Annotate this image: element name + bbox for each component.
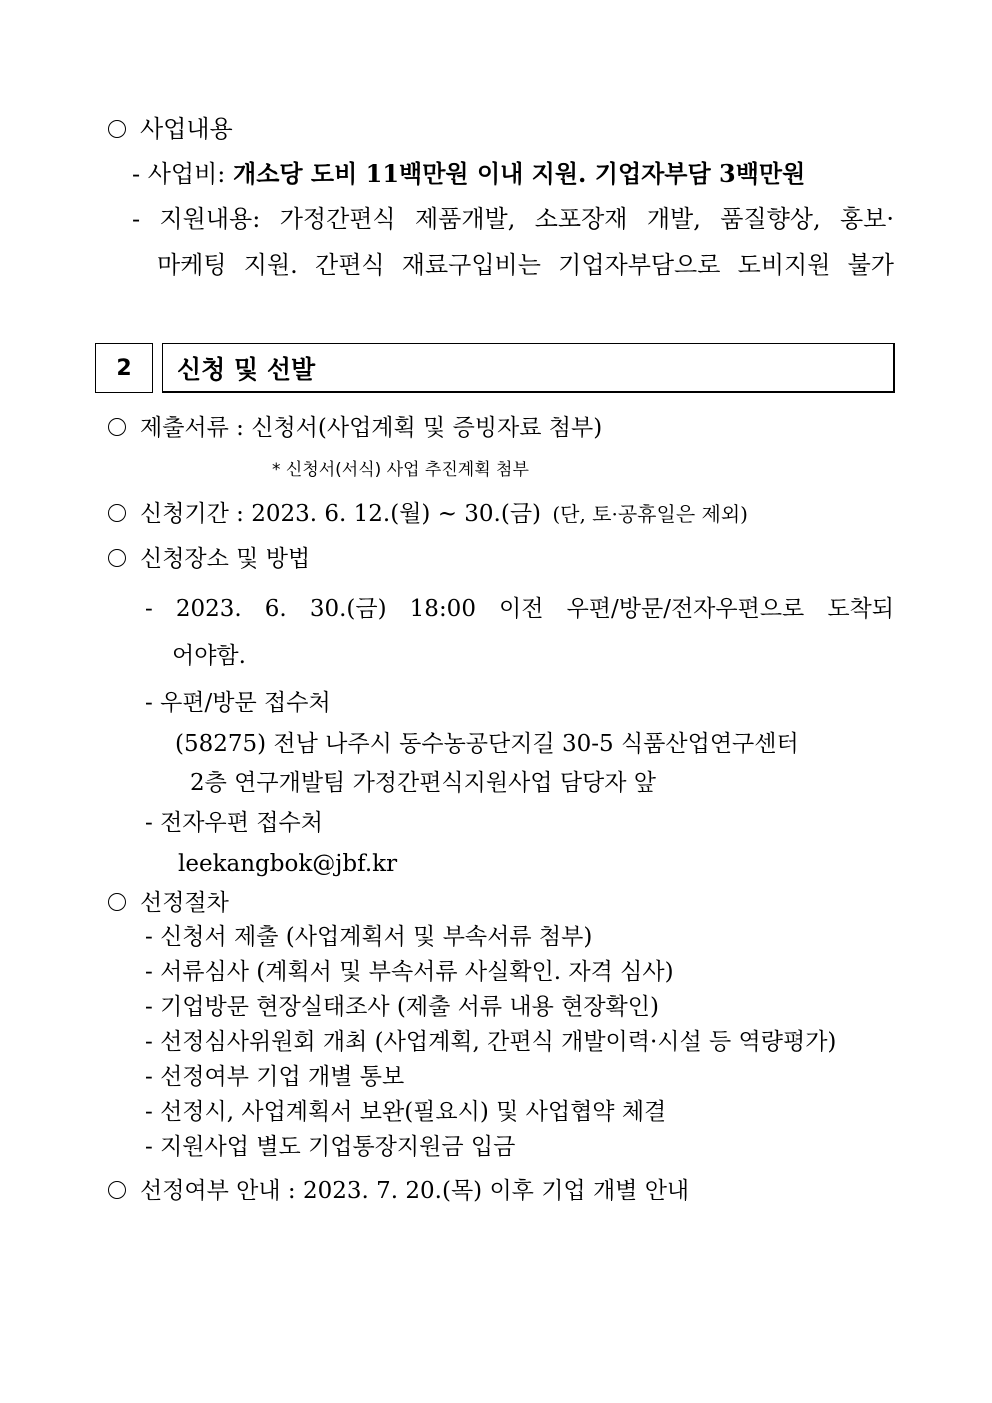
budget-item: - 사업비: 개소당 도비 11백만원 이내 지원. 기업자부담 3백만원 bbox=[132, 159, 806, 188]
period-row: 신청기간 : 2023. 6. 12.(월) ~ 30.(금) (단, 토·공휴일은 제외) bbox=[108, 503, 748, 526]
documents-note: * 신청서(서식) 사업 추진계획 첨부 bbox=[272, 460, 529, 480]
circle-bullet-icon bbox=[108, 418, 126, 436]
documents-row: 제출서류 : 신청서(사업계획 및 증빙자료 첨부) bbox=[108, 417, 602, 440]
circle-bullet-icon bbox=[108, 504, 126, 522]
support-item-line1: - 지원내용: 가정간편식 제품개발, 소포장재 개발, 품질향상, 홍보· bbox=[132, 205, 894, 233]
address-line2: 2층 연구개발팀 가정간편식지원사업 담당자 앞 bbox=[190, 770, 657, 796]
place-heading: 신청장소 및 방법 bbox=[108, 548, 310, 571]
selection-step: - 서류심사 (계획서 및 부속서류 사실확인. 자격 심사) bbox=[145, 959, 674, 985]
selection-step: - 신청서 제출 (사업계획서 및 부속서류 첨부) bbox=[145, 924, 593, 950]
deadline-line2: 어야함. bbox=[172, 643, 246, 669]
section-1-heading: 사업내용 bbox=[108, 117, 233, 141]
post-label: - 우편/방문 접수처 bbox=[145, 690, 331, 716]
circle-bullet-icon bbox=[108, 549, 126, 567]
email-address[interactable]: leekangbok@jbf.kr bbox=[178, 851, 398, 877]
support-item-line2: 마케팅 지원. 간편식 재료구입비는 기업자부담으로 도비지원 불가 bbox=[157, 251, 894, 279]
notice-row: 선정여부 안내 : 2023. 7. 20.(목) 이후 기업 개별 안내 bbox=[108, 1180, 689, 1203]
address-line1: (58275) 전남 나주시 동수농공단지길 30-5 식품산업연구센터 bbox=[175, 731, 799, 757]
selection-step: - 선정여부 기업 개별 통보 bbox=[145, 1064, 405, 1090]
selection-step: - 지원사업 별도 기업통장지원금 입금 bbox=[145, 1134, 516, 1160]
selection-heading: 선정절차 bbox=[108, 892, 229, 915]
period-note: (단, 토·공휴일은 제외) bbox=[552, 502, 748, 526]
email-label: - 전자우편 접수처 bbox=[145, 810, 323, 836]
selection-step: - 선정심사위원회 개최 (사업계획, 간편식 개발이력·시설 등 역량평가) bbox=[145, 1029, 837, 1055]
circle-bullet-icon bbox=[108, 120, 126, 138]
circle-bullet-icon bbox=[108, 1181, 126, 1199]
circle-bullet-icon bbox=[108, 893, 126, 911]
section-title-box: 신청 및 선발 bbox=[162, 343, 895, 393]
selection-step: - 기업방문 현장실태조사 (제출 서류 내용 현장확인) bbox=[145, 994, 659, 1020]
deadline-line1: - 2023. 6. 30.(금) 18:00 이전 우편/방문/전자우편으로 도착되 bbox=[145, 596, 894, 622]
selection-step: - 선정시, 사업계획서 보완(필요시) 및 사업협약 체결 bbox=[145, 1099, 667, 1125]
section-number-box: 2 bbox=[95, 343, 153, 393]
